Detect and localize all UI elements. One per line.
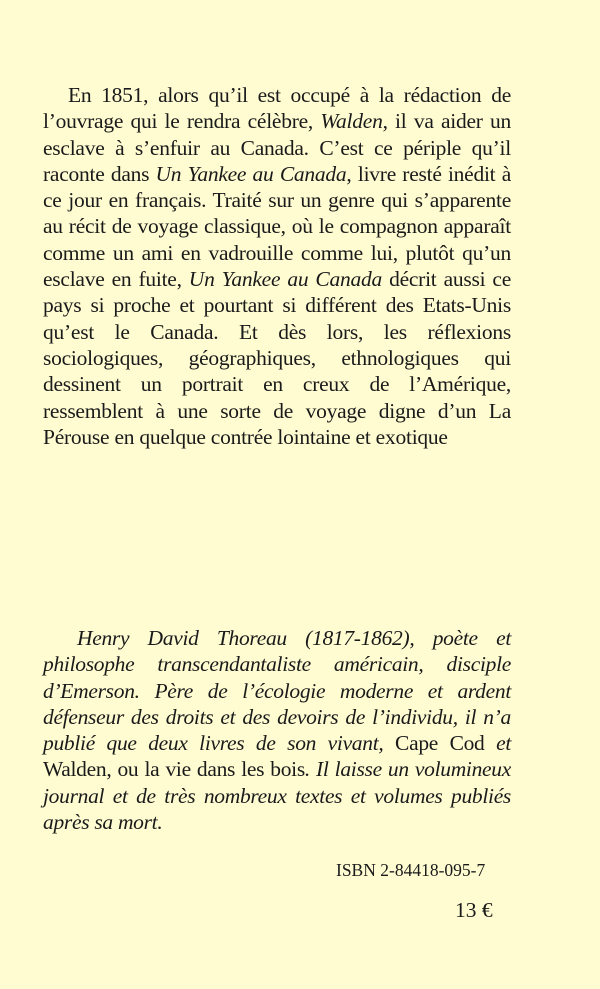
- title-yankee-2: Un Yankee au Canada: [188, 267, 382, 292]
- title-cape-cod: Cape Cod: [395, 731, 485, 756]
- summary-text-3: , livre resté inédit à ce jour en français. Traité sur un genre qui s’apparente au récit de voyage classique, où le compagnon apparaît comme un ami en vadrouille comme lui, plutôt qu’un esclave en fuite,: [43, 161, 511, 292]
- summary-text-2: , il va aider un esclave à s’enfuir au Canada. C’est ce périple qu’il raconte dans: [43, 109, 511, 186]
- isbn-number: ISBN 2-84418-095-7: [336, 860, 486, 880]
- summary-text-1: En 1851, alors qu’il est occupé à la rédaction de l’ouvrage qui le rendra célèbre,: [43, 83, 511, 134]
- author-bio: [43, 625, 511, 835]
- bio-text-3: . Il laisse un volumineux journal et de très nombreux textes et volumes publiés après sa mort.: [43, 757, 511, 835]
- title-walden-full: Walden, ou la vie dans les bois: [43, 757, 305, 782]
- title-yankee-1: Un Yankee au Canada: [155, 161, 347, 186]
- summary-text-4: décrit aussi ce pays si proche et pourtant si différent des Etats-Unis qu’est le Canada. Et dès lors, les réflexions sociologiques, géographiques, ethnologiques qui dessinent un portrait en creux de l’Amérique, ressemblent à une sorte de voyage digne d’un La Pérouse en quelque contrée lointaine et exotique: [43, 267, 511, 449]
- price-label: 13 €: [455, 898, 493, 922]
- bio-text-2: et: [484, 731, 511, 756]
- bio-text-1: Henry David Thoreau (1817-1862), poète et philosophe transcendantaliste américain, disciple d’Emerson. Père de l’écologie moderne et ardent défenseur des droits et des devoirs de l’individu, il n’a publié que deux livres de son vivant,: [43, 626, 511, 756]
- title-walden: Walden: [320, 109, 383, 134]
- book-summary: [43, 82, 511, 450]
